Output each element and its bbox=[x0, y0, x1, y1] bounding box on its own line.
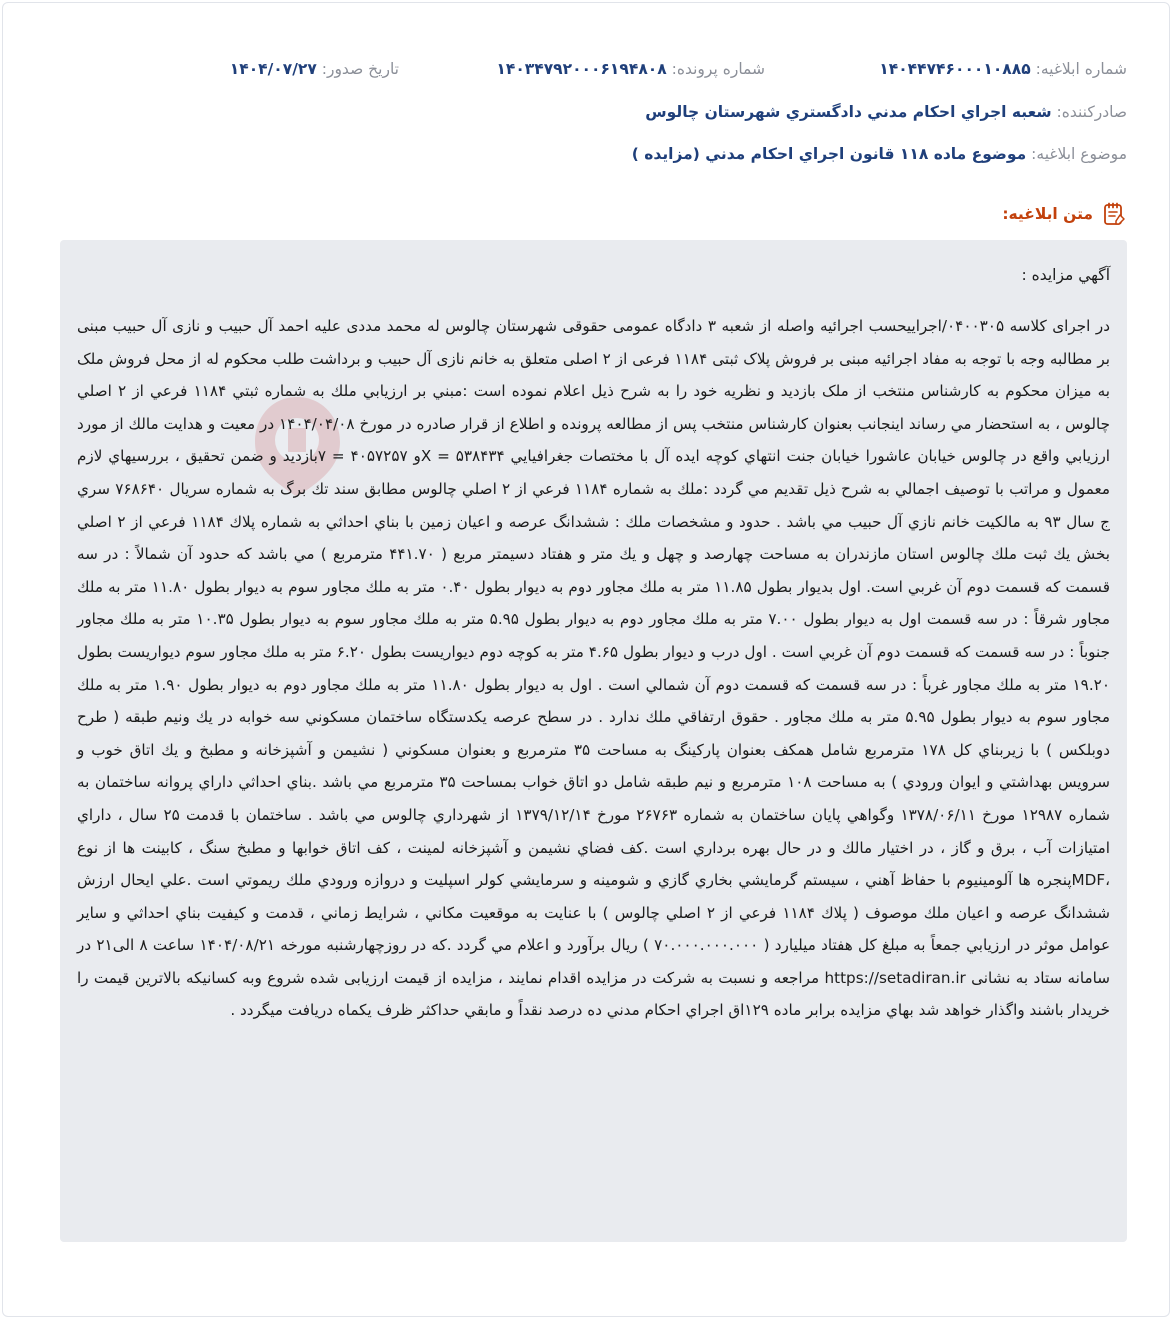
issue-date-value: ۱۴۰۴/۰۷/۲۷ bbox=[229, 60, 317, 78]
notice-content bbox=[60, 240, 1127, 1242]
subject-value: موضوع ماده ۱۱۸ قانون اجراي احکام مدني (مزايده ) bbox=[631, 145, 1027, 163]
notice-heading: آگهي مزايده : bbox=[1021, 266, 1110, 284]
file-number bbox=[496, 56, 765, 82]
section-title bbox=[1002, 200, 1127, 228]
file-number-value: ۱۴۰۳۴۷۹۲۰۰۰۶۱۹۴۸۰۸ bbox=[496, 60, 667, 78]
subject-label: موضوع ابلاغيه: bbox=[1031, 145, 1127, 163]
notice-number-value: ۱۴۰۴۴۷۴۶۰۰۰۱۰۸۸۵ bbox=[879, 60, 1031, 78]
section-title-text: متن ابلاغيه: bbox=[1002, 205, 1093, 223]
issuer-label: صادرکننده: bbox=[1056, 103, 1127, 121]
file-number-label: شماره پرونده: bbox=[671, 60, 765, 78]
issuer-value: شعبه اجراي احکام مدني دادگستري شهرستان چالوس bbox=[645, 103, 1052, 121]
issuer-row bbox=[47, 99, 1127, 125]
notice-number bbox=[879, 56, 1127, 82]
subject-row bbox=[47, 141, 1127, 167]
issue-date bbox=[230, 56, 399, 82]
notice-number-label: شماره ابلاغيه: bbox=[1035, 60, 1127, 78]
meta-row-numbers bbox=[47, 56, 1127, 82]
notice-body: در اجرای کلاسه ۰۴۰۰۳۰۵/اجراییحسب اجرائیه واصله از شعبه ۳ دادگاه عمومی حقوقی شهرستان چالوس له محمد مددی علیه احمد آل حبیب و نازی آل حبیب مبنی بر مطالبه وجه با توجه به مفاد اجرائیه مبنی بر فروش پلاک ثبتی ۱۱۸۴ فرعی از ۲ اصلی متعلق به خانم نازی آل حبیب و برداشت طلب محکوم له از محل فروش ملک به میزان محکوم به کارشناس منتخب از ملک بازدید و نظریه خود را به شرح ذیل اعلام نموده است :مبني بر ارزيابي ملك به شماره ثبتي ۱۱۸۴ فرعي از ۲ اصلي چالوس ، به استحضار مي رساند اينجانب بعنوان كارشناس منتخب پس از مطالعه پرونده و اطلاع از قرار صادره در مورخ ۱۴۰۴/۰۴/۰۸ در معيت و هدايت مالك از مورد ارزيابي واقع در چالوس خيابان عاشورا خيابان جنت انتهاي كوچه ايده آل با مختصات جغرافيايي ۵۳۸۴۳۴ = Xو ۴۰۵۷۲۵۷ = ۷بازديد و ضمن تحقيق ، بررسيهاي لازم معمول و مراتب با توصيف اجمالي به شرح ذيل تقديم مي گردد :ملك به شماره ۱۱۸۴ فرعي از ۲ اصلي چالوس مطابق سند تك برگ به شماره سريال ۷۶۸۶۴۰ سري ج سال ۹۳ به مالكيت خانم نازي آل حبيب مي باشد . حدود و مشخصات ملك : ششدانگ عرصه و اعيان زمين با بناي احداثي به شماره پلاك ۱۱۸۴ فرعي از ۲ اصلي بخش يك ثبت ملك چالوس استان مازندران به مساحت چهارصد و چهل و يك متر و هفتاد دسيمتر مربع ( ۴۴۱.۷۰ مترمربع ) مي باشد كه حدود آن شمالاً : در سه قسمت كه قسمت دوم آن غربي است. اول بديوار بطول ۱۱.۸۵ متر به ملك مجاور دوم به ديوار بطول ۰.۴۰ متر به ملك مجاور سوم به ديوار بطول ۱۱.۸۰ متر به ملك مجاور شرقاً : در سه قسمت اول به ديوار بطول ۷.۰۰ متر به ملك مجاور دوم به ديوار بطول ۵.۹۵ متر به ملك مجاور سوم به ديوار بطول ۱۰.۳۵ متر به ملك مجاور جنوباً : در سه قسمت كه قسمت دوم آن غربي است . اول درب و ديوار بطول ۴.۶۵ متر به كوچه دوم ديواريست بطول ۶.۲۰ متر به ملك مجاور سوم ديواريست بطول ۱۹.۲۰ متر به ملك مجاور غرباً : در سه قسمت كه قسمت دوم آن شمالي است . اول به ديوار بطول ۱۱.۸۰ متر به ملك مجاور دوم به ديوار بطول ۱.۹۰ متر به ملك مجاور سوم به ديوار بطول ۵.۹۵ متر به ملك مجاور . حقوق ارتفاقي ملك ندارد . در سطح عرصه يكدستگاه ساختمان مسكوني سه خوابه در يك ونيم طبقه ( طرح دوبلكس ) با زيربناي كل ۱۷۸ مترمربع شامل همكف بعنوان پاركينگ به مساحت ۳۵ مترمربع و بعنوان مسكوني ( نشيمن و آشپزخانه و مطبخ و يك اتاق خوب و سرويس بهداشتي و ايوان ورودي ) به مساحت ۱۰۸ مترمربع و نيم طبقه شامل دو اتاق خواب بمساحت ۳۵ مترمربع مي باشد .بناي احداثي داراي پروانه ساختمان به شماره ۱۲۹۸۷ مورخ ۱۳۷۸/۰۶/۱۱ وگواهي پايان ساختمان به شماره ۲۶۷۶۳ مورخ ۱۳۷۹/۱۲/۱۴ از شهرداري چالوس مي باشد . ساختمان با قدمت ۲۵ سال ، داراي امتيازات آب ، برق و گاز ، در اختيار مالك و در حال بهره برداري است .كف فضاي نشيمن و آشپزخانه لمينت ، كف اتاق خوابها و مطبخ سنگ ، كابينت ها از نوع ،MDFپنجره ها آلومينيوم با حفاظ آهني ، سيستم گرمايشي بخاري گازي و شومينه و سرمايشي كولر اسپليت و دروازه ورودي ملك ريموتي است .علي ايحال ارزش ششدانگ عرصه و اعيان ملك موصوف ( پلاك ۱۱۸۴ فرعي از ۲ اصلي چالوس ) با عنايت به موقعيت مكاني ، شرايط زماني ، قدمت و كيفيت بناي احداثي و ساير عوامل موثر در ارزيابي جمعاً به مبلغ كل هفتاد ميليارد ( ۷۰.۰۰۰.۰۰۰.۰۰۰ ) ريال برآورد و اعلام مي گردد .كه در روزچهارشنبه مورخه ۱۴۰۴/۰۸/۲۱ ساعت ۸ الی۲۱ در سامانه ستاد به نشانی https://setadiran.ir مراجعه و نسبت به شرکت در مزایده اقدام نمایند ، مزایده از قیمت ارزیابی شده شروع وبه کسانیکه بالاترین قیمت را خریدار باشند واگذار خواهد شد بهاي مزايده برابر ماده ۱۲۹اق اجراي احكام مدني ده درصد نقداً و مابقي حداكثر ظرف يكماه دريافت ميگردد . bbox=[77, 317, 1111, 1020]
issue-date-label: تاريخ صدور: bbox=[321, 60, 399, 78]
document-icon bbox=[1101, 201, 1127, 227]
